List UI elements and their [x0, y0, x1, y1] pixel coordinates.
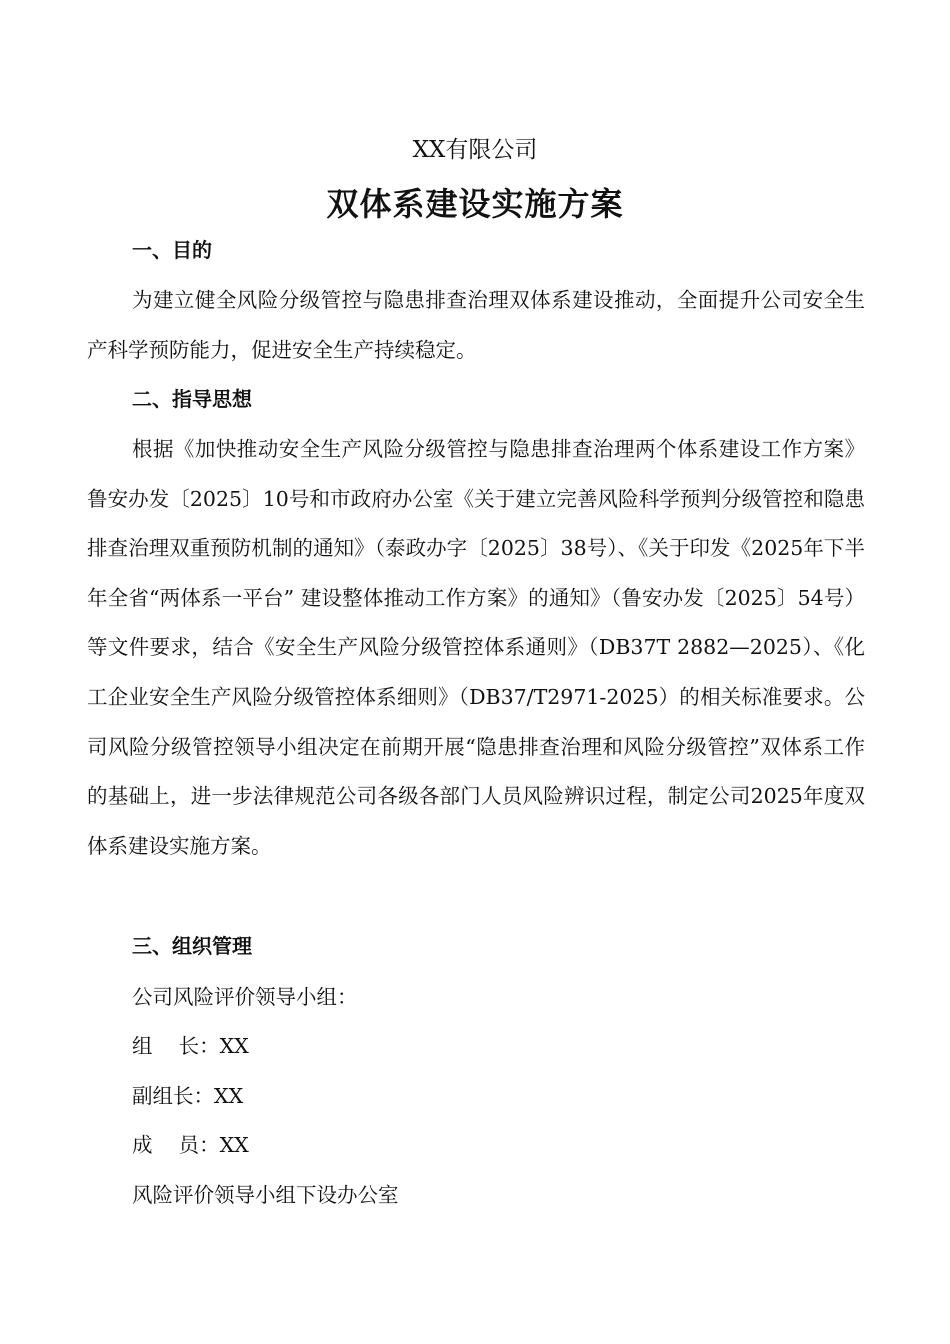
- group-title: 公司风险评价领导小组：: [132, 985, 358, 1009]
- document-title: 双体系建设实施方案: [326, 185, 624, 223]
- guiding-paragraph: 根据《加快推动安全生产风险分级管控与隐患排查治理两个体系建设工作方案》鲁安办发〔2025〕10号和市政府办公室《关于建立完善风险科学预判分级管控和隐患排查治理双重预防机制的通知》（泰政办字〔2025〕38号）、《关于印发《2025年下半年全省“两体系一平台” 建设整体推动工作方案》的通知》（鲁安办发〔2025〕54号）等文件要求，结合《安全生产风险分级管控体系通则》（DB37T 2882—2025）、《化工企业安全生产风险分级管控体系细则》（DB37/T2971-2025）的相关标准要求。公司风险分级管控领导小组决定在前期开展“隐患排查治理和风险分级管控”双体系工作的基础上，进一步法律规范公司各级各部门人员风险辨识过程，制定公司2025年度双体系建设实施方案。: [87, 437, 865, 858]
- office-note: 风险评价领导小组下设办公室: [132, 1183, 399, 1207]
- purpose-paragraph: 为建立健全风险分级管控与隐患排查治理双体系建设推动，全面提升公司安全生产科学预防能力，促进安全生产持续稳定。: [87, 288, 865, 362]
- vice-leader: 副组长：XX: [132, 1084, 244, 1108]
- group-leader: 组 长：XX: [132, 1034, 249, 1058]
- group-members: 成 员：XX: [132, 1133, 249, 1157]
- section-heading-guiding: 二、指导思想: [132, 387, 252, 411]
- section-heading-organization: 三、组织管理: [132, 934, 252, 958]
- section-heading-purpose: 一、目的: [132, 238, 212, 262]
- company-name: XX有限公司: [412, 137, 538, 163]
